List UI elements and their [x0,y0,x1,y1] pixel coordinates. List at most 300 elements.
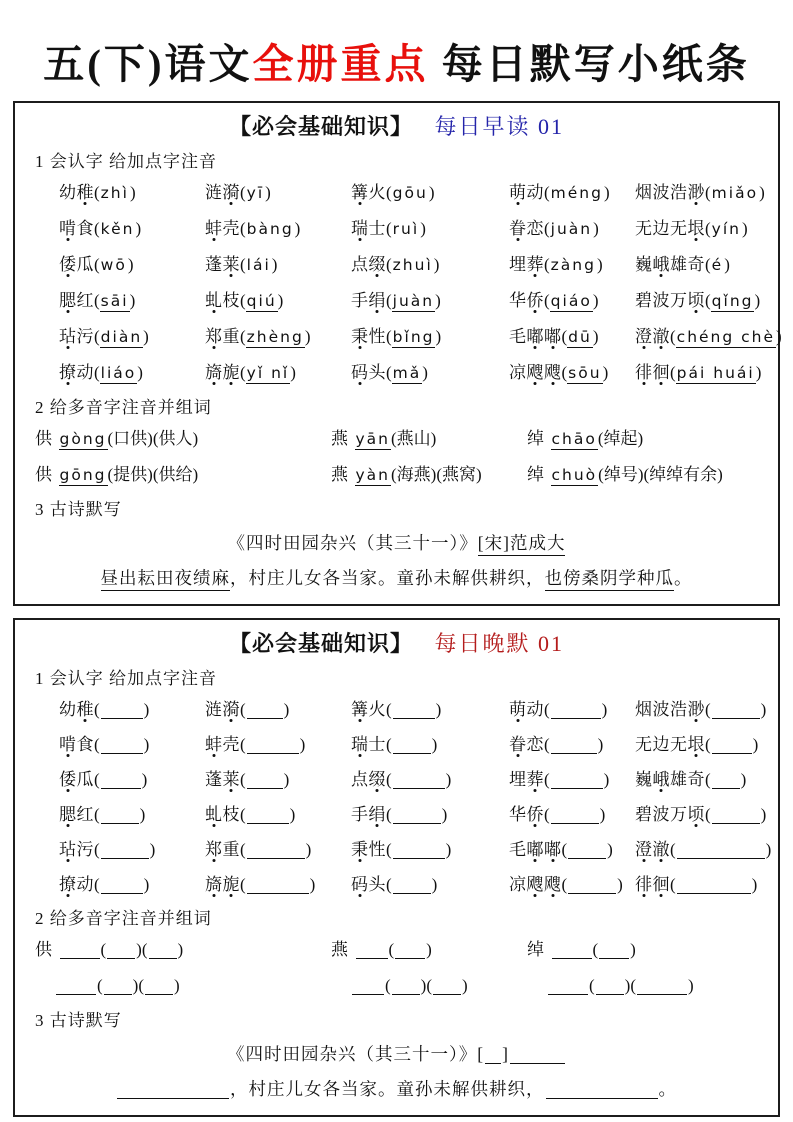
dotted-char: 峨 [652,770,670,790]
dotted-char: 郑 [205,840,223,860]
word-text [205,875,240,894]
word-text: 毛嘟嘟 [509,327,562,347]
dotted-char: 郑 [205,327,223,347]
section3-label: 3 古诗默写 [35,1011,122,1031]
word-text: 华侨 [509,805,544,825]
word-text: 巍峨雄奇 [635,770,705,790]
word-text: 埋葬 [509,255,544,275]
multi-phonetic-entry: 供 gòng(口供)(供人) [35,429,199,449]
word-entry: 瑞士( ) [351,735,438,755]
pinyin-answer: chéng chè [676,328,776,347]
dotted-char: 顷 [687,805,705,825]
dotted-char: 秉 [351,327,369,347]
dotted-char: 码 [351,363,369,383]
blank-line [393,882,431,894]
blank-line [101,742,143,754]
dotted-char: 旖 [205,363,223,383]
word-entry: 秉性( ) [351,840,452,860]
dotted-char: 虬 [205,805,223,825]
pinyin-answer: zàng [550,256,596,275]
word-entry: 啃食( ) [59,735,150,755]
multi-phonetic-char: 供 [35,940,53,960]
dotted-char: 篝 [351,700,369,720]
word-entry: 蓬莱( ) [205,770,290,790]
word-text: 瑞士 [351,219,386,239]
pinyin-answer: yàn [355,466,390,485]
dotted-char: 啃 [59,735,77,755]
word-text: 倭瓜 [59,255,94,275]
blank-line [145,983,173,995]
blank-line [356,947,388,959]
word-text: 啃食 [59,735,94,755]
word-entry: 徘徊(pái huái) [635,363,762,383]
word-entry: 华侨(qiáo) [509,291,599,311]
blank-line [104,983,132,995]
dotted-char: 葬 [526,770,544,790]
blank-line [393,707,435,719]
multi-phonetic-entry: 绰 chuò(绰号)(绰绰有余) [527,465,723,485]
blank-line [637,983,687,995]
word-entry: 涟漪( ) [205,700,290,720]
word-text: 手绢 [351,291,386,311]
dotted-char: 葬 [526,255,544,275]
dotted-char: 虬 [205,291,223,311]
blank-line [56,983,96,995]
card-subtitle: 每日晚默 01 [434,631,565,657]
dotted-char: 澄 [635,327,653,347]
blank-line [101,707,143,719]
poem-text: ] [502,1044,509,1065]
word-entry: 撩动(liáo) [59,363,143,383]
word-entry: 瑞士(ruì) [351,219,426,239]
blank-line [712,812,760,824]
pinyin-answer: sōu [568,364,602,383]
dotted-char: 眷 [509,735,527,755]
dotted-char: 飕 [544,875,562,895]
evening-dictation-card [13,618,780,1117]
pinyin-answer: dū [568,328,592,347]
multi-phonetic-char: 燕 [331,465,349,485]
blank-line [551,742,597,754]
dotted-char: 侨 [526,291,544,311]
blank-line [393,847,445,859]
poem-text: ，村庄儿女各当家。童孙未解供耕织， [230,568,545,589]
blank-line [247,812,289,824]
word-entry: 烟波浩渺(miǎo) [635,183,765,203]
underlined-text: 昼出耘田夜绩麻 [101,568,231,591]
multi-phonetic-entry: 燕 yān(燕山) [331,429,437,449]
dotted-char: 徘 [635,363,653,383]
word-entry: 无边无垠(yín) [635,219,748,239]
word-entry: 眷恋(juàn) [509,219,599,239]
morning-reading-card [13,101,780,606]
title-highlight: 全册重点 [252,41,429,87]
word-entry: 虬枝(qiú) [205,291,284,311]
dotted-char: 啃 [59,219,77,239]
word-entry: 玷污(diàn) [59,327,149,347]
word-text: 啃食 [59,219,94,239]
dotted-char: 腮 [59,805,77,825]
word-text: 腮红 [59,291,94,311]
card-header-label: 【必会基础知识】 [228,631,413,657]
blank-line [117,1087,229,1099]
dotted-char: 稚 [76,700,94,720]
word-text: 蚌壳 [205,735,240,755]
dotted-char: 澄 [635,840,653,860]
word-text [635,840,670,859]
pinyin-answer: lái [246,256,271,275]
pinyin-answer: chāo [551,430,597,449]
dotted-char: 侨 [526,805,544,825]
dotted-char: 嘟 [526,840,544,860]
blank-line [599,947,629,959]
word-text: 涟漪 [205,183,240,203]
word-text: 点缀 [351,770,386,790]
pinyin-answer: diàn [100,328,143,347]
pinyin-answer: yī [246,184,265,203]
word-entry: 涟漪(yī) [205,183,271,203]
word-entry: 旖旎(yǐ nǐ) [205,363,296,383]
word-text: 虬枝 [205,805,240,825]
word-entry: 蚌壳( ) [205,735,306,755]
word-entry: 码头(mǎ) [351,363,428,383]
dotted-char: 漪 [222,700,240,720]
blank-line [393,742,431,754]
word-text: 碧波万顷 [635,805,705,825]
pinyin-answer: qiáo [550,292,592,311]
dotted-char: 澈 [652,840,670,860]
word-entry: 郑重(zhèng) [205,327,311,347]
dotted-char: 秉 [351,840,369,860]
word-text: 腮红 [59,805,94,825]
pinyin-answer: bàng [246,220,294,239]
word-text: 手绢 [351,805,386,825]
word-entry: 凉飕飕( ) [509,875,623,895]
pinyin-answer: zhì [100,184,129,203]
poem-text: 。 [674,568,693,589]
poem-title [35,527,758,560]
poem-text: ，村庄儿女各当家。童孙未解供耕织， [230,1079,545,1100]
multi-phonetic-entry: 绰 chāo(绰起) [527,429,644,449]
section1-label: 1 会认字 给加点字注音 [35,669,217,689]
multi-phonetic-char: 供 [35,465,53,485]
word-entry: 萌动( ) [509,700,608,720]
blank-line [247,742,299,754]
word-text: 玷污 [59,840,94,860]
word-text: 巍峨雄奇 [635,255,705,275]
dotted-char: 顷 [687,291,705,311]
multi-phonetic-entry: 燕 yàn(海燕)(燕窝) [331,465,482,485]
dotted-char: 渺 [687,700,705,720]
card-header [35,626,758,662]
pinyin-answer: kěn [100,220,135,239]
word-text: 华侨 [509,291,544,311]
word-text [205,363,240,382]
word-entry: 手绢( ) [351,805,448,825]
word-entry: 蓬莱(lái) [205,255,278,275]
blank-line [546,1087,658,1099]
dotted-char: 飕 [544,363,562,383]
word-text: 蚌壳 [205,219,240,239]
dotted-char: 篝 [351,183,369,203]
word-text: 凉飕飕 [509,363,562,383]
word-entry: 澄澈(chéng chè) [635,327,782,347]
poem-title [35,1038,758,1071]
dotted-char: 撩 [59,363,77,383]
dotted-char: 嘟 [544,840,562,860]
word-text: 埋葬 [509,770,544,790]
dotted-char: 腮 [59,291,77,311]
word-entry: 玷污( ) [59,840,156,860]
word-entry: 澄澈( ) [635,840,772,860]
word-entry: 篝火( ) [351,700,442,720]
word-text: 凉飕飕 [509,875,562,895]
multi-phonetic-char: 供 [35,429,53,449]
dotted-char: 莱 [222,770,240,790]
word-entry: 眷恋( ) [509,735,604,755]
poem-text: [ [477,1044,485,1065]
blank-line [101,882,143,894]
blank-line [551,812,599,824]
dotted-char: 旎 [222,875,240,895]
blank-line [392,983,420,995]
dotted-char: 蚌 [205,735,223,755]
word-text: 萌动 [509,183,544,203]
pinyin-answer: liáo [100,364,137,383]
blank-line [551,707,601,719]
blank-line [149,947,177,959]
dotted-char: 旎 [222,363,240,383]
dotted-char: 渺 [687,183,705,203]
word-entry: 烟波浩渺( ) [635,700,767,720]
card-subtitle: 每日早读 01 [434,114,565,140]
blank-line [510,1052,565,1064]
pinyin-answer: wō [100,256,127,275]
poem-line [35,560,758,596]
word-entry: 毛嘟嘟(dū) [509,327,599,347]
blank-line [677,847,765,859]
word-entry: 手绢(juàn) [351,291,441,311]
dotted-char: 萌 [509,183,527,203]
word-entry: 撩动( ) [59,875,150,895]
blank-line [247,707,283,719]
pinyin-answer: méng [550,184,603,203]
section2-label: 2 给多音字注音并组词 [35,398,212,418]
word-text: 幼稚 [59,700,94,720]
word-entry: 倭瓜( ) [59,770,148,790]
pinyin-answer: zhèng [246,328,304,347]
word-text: 涟漪 [205,700,240,720]
blank-line [433,983,461,995]
page-title [0,0,793,89]
word-entry: 徘徊( ) [635,875,758,895]
multi-phonetic-char: 绰 [527,429,545,449]
multi-phonetic-entry: ( )( ) [35,968,331,1004]
word-entry: 无边无垠( ) [635,735,759,755]
multi-phonetic-entry: 供 ( )( ) [35,940,184,960]
dotted-char: 倭 [59,255,77,275]
blank-line [485,1052,501,1064]
dotted-char: 徊 [652,875,670,895]
pinyin-answer: yān [355,430,390,449]
blank-line [247,777,283,789]
pinyin-answer: qiú [246,292,277,311]
word-entry: 巍峨雄奇( ) [635,770,747,790]
multi-phonetic-char: 绰 [527,465,545,485]
word-entry: 篝火(gōu) [351,183,435,203]
word-entry: 腮红( ) [59,805,146,825]
word-text: 无边无垠 [635,219,705,239]
word-entry: 华侨( ) [509,805,606,825]
blank-line [107,947,135,959]
blank-line [568,847,606,859]
multi-phonetic-entry: ( )( ) [527,968,758,1004]
dotted-char: 莱 [222,255,240,275]
pinyin-answer: chuò [551,466,598,485]
dotted-char: 眷 [509,219,527,239]
word-text: 撩动 [59,363,94,383]
word-entry: 点缀( ) [351,770,452,790]
word-text: 眷恋 [509,735,544,755]
poem-text: 《四时田园杂兴（其三十一）》 [227,533,478,554]
dotted-char: 码 [351,875,369,895]
word-text: 烟波浩渺 [635,183,705,203]
word-text: 码头 [351,363,386,383]
title-part1: 五(下)语文 [43,41,253,87]
word-entry: 幼稚(zhì) [59,183,136,203]
dotted-char: 瑞 [351,735,369,755]
word-text: 玷污 [59,327,94,347]
blank-line [247,847,305,859]
word-entry: 幼稚( ) [59,700,150,720]
blank-line [552,947,592,959]
word-text [635,327,670,346]
blank-line [60,947,100,959]
dotted-char: 漪 [222,183,240,203]
pinyin-answer: miǎo [711,184,759,203]
blank-line [596,983,624,995]
pinyin-answer: juàn [550,220,593,239]
blank-line [393,777,445,789]
dotted-char: 飕 [526,875,544,895]
pinyin-answer: sāi [100,292,129,311]
blank-line [247,882,309,894]
word-text: 眷恋 [509,219,544,239]
dotted-char: 嘟 [526,327,544,347]
dotted-char: 垠 [687,735,705,755]
word-text: 倭瓜 [59,770,94,790]
word-entry: 秉性(bǐng) [351,327,442,347]
pinyin-answer: gōng [59,466,107,485]
dotted-char: 徊 [652,363,670,383]
word-entry: 巍峨雄奇(é) [635,255,730,275]
dotted-char: 缀 [368,255,386,275]
word-entry: 凉飕飕(sōu) [509,363,609,383]
dotted-char: 玷 [59,840,77,860]
card-header [35,109,758,145]
word-entry: 埋葬(zàng) [509,255,603,275]
multi-phonetic-grid [35,421,758,493]
dotted-char: 缀 [368,770,386,790]
dotted-char: 峨 [652,255,670,275]
word-entry: 郑重( ) [205,840,312,860]
multi-phonetic-entry: 绰 ( ) [527,940,636,960]
word-entry: 啃食(kěn) [59,219,142,239]
word-text [635,875,670,894]
section2-label: 2 给多音字注音并组词 [35,909,212,929]
word-entry: 点缀(zhuì) [351,255,440,275]
dotted-char: 倭 [59,770,77,790]
word-grid [35,692,772,902]
dotted-char: 澈 [652,327,670,347]
multi-phonetic-char: 燕 [331,429,349,449]
multi-phonetic-entry: 燕 ( ) [331,940,432,960]
word-text: 秉性 [351,840,386,860]
multi-phonetic-char: 绰 [527,940,545,960]
blank-line [712,707,760,719]
blank-line [393,812,441,824]
dotted-char: 绢 [368,291,386,311]
word-text: 蓬莱 [205,255,240,275]
word-text: 码头 [351,875,386,895]
multi-phonetic-grid [35,932,758,1004]
pinyin-answer: yǐ nǐ [246,364,290,383]
blank-line [677,882,751,894]
dotted-char: 旖 [205,875,223,895]
word-entry: 腮红(sāi) [59,291,136,311]
pinyin-answer: qǐng [711,292,754,311]
pinyin-answer: bǐng [392,328,435,347]
word-text: 碧波万顷 [635,291,705,311]
dotted-char: 玷 [59,327,77,347]
word-text: 萌动 [509,700,544,720]
pinyin-answer: gōu [392,184,428,203]
blank-line [101,812,139,824]
dotted-char: 嘟 [544,327,562,347]
blank-line [551,777,603,789]
dotted-char: 绢 [368,805,386,825]
pinyin-answer: yín [711,220,741,239]
title-part2: 每日默写小纸条 [428,41,750,87]
word-text: 点缀 [351,255,386,275]
word-text: 撩动 [59,875,94,895]
blank-line [395,947,425,959]
word-text: 毛嘟嘟 [509,840,562,860]
word-entry: 碧波万顷(qǐng) [635,291,761,311]
blank-line [712,742,752,754]
word-entry: 萌动(méng) [509,183,610,203]
poem-line [35,1071,758,1107]
multi-phonetic-entry: ( )( ) [331,968,527,1004]
multi-phonetic-char: 燕 [331,940,349,960]
pinyin-answer: zhuì [392,256,433,275]
word-text: 虬枝 [205,291,240,311]
underlined-text: 也傍桑阴学种瓜 [545,568,675,591]
pinyin-answer: mǎ [392,364,422,383]
word-text: 幼稚 [59,183,94,203]
word-text: 秉性 [351,327,386,347]
word-entry: 码头( ) [351,875,438,895]
multi-phonetic-entry: 供 gōng(提供)(供给) [35,465,199,485]
word-text [635,363,670,382]
word-text: 篝火 [351,700,386,720]
card-header-label: 【必会基础知识】 [228,114,413,140]
word-entry: 旖旎( ) [205,875,316,895]
blank-line [352,983,384,995]
word-text: 瑞士 [351,735,386,755]
dotted-char: 垠 [687,219,705,239]
pinyin-answer: é [711,256,724,275]
